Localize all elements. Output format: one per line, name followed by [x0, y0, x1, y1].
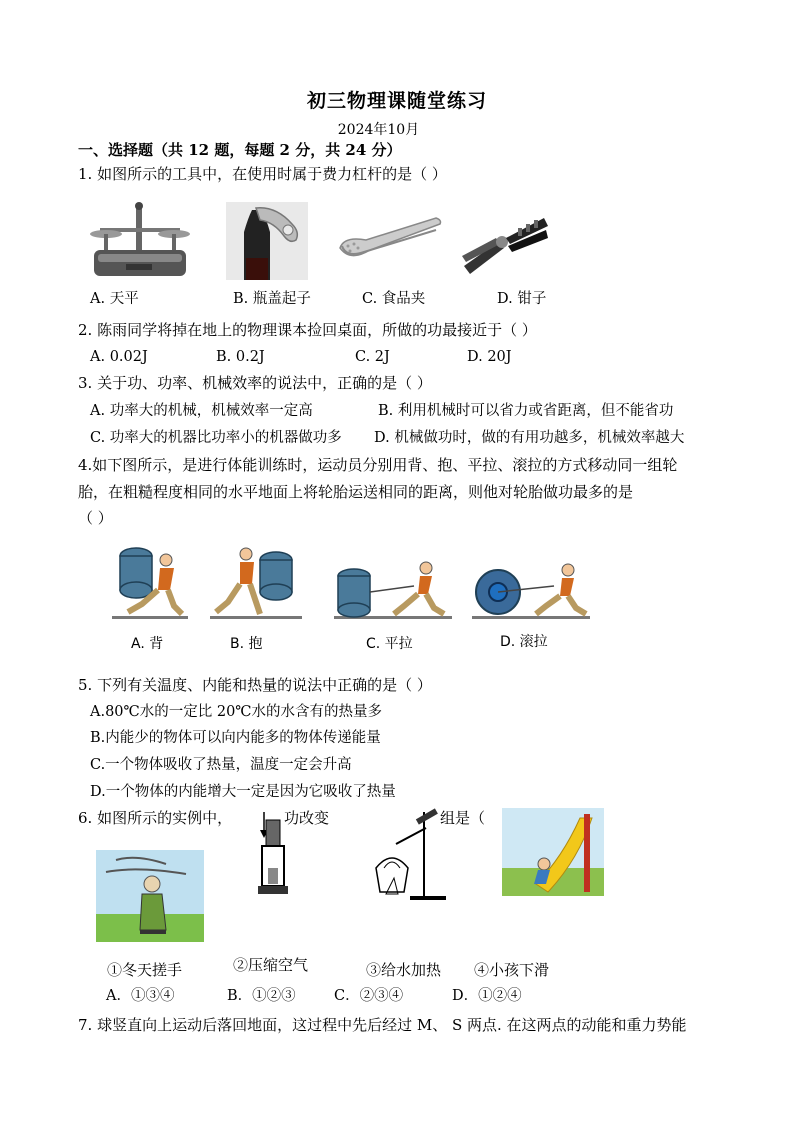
q3-option-c[interactable]: C. 功率大的机器比功率小的机器做功多: [90, 430, 342, 446]
question-5-stem: 5. 下列有关温度、内能和热量的说法中正确的是（ ）: [78, 676, 432, 694]
question-6-stem-part-2: 功改变: [284, 809, 330, 827]
q5-option-c[interactable]: C.一个物体吸收了热量，温度一定会升高: [90, 757, 352, 773]
q6-option-b[interactable]: B．①②③: [227, 988, 296, 1004]
athlete-roll-pull-figure: [472, 560, 590, 624]
q3-option-b[interactable]: B. 利用机械时可以省力或省距离，但不能省功: [378, 403, 674, 419]
q1-option-c[interactable]: C. 食品夹: [362, 291, 426, 307]
child-slide-figure: [502, 808, 604, 896]
q2-option-c[interactable]: C. 2J: [355, 349, 390, 365]
q6-caption-2: ②压缩空气: [233, 956, 309, 974]
athlete-hug-figure: [210, 540, 302, 624]
athlete-carry-back-figure: [112, 540, 188, 624]
question-7-stem: 7. 球竖直向上运动后落回地面，这过程中先后经过 M、 S 两点. 在这两点的动能和重力势能: [78, 1016, 687, 1034]
q1-option-b[interactable]: B. 瓶盖起子: [233, 291, 311, 307]
q6-caption-1: ①冬天搓手: [107, 961, 183, 979]
question-1-stem: 1. 如图所示的工具中，在使用时属于费力杠杆的是（ ）: [78, 165, 447, 183]
q6-option-a[interactable]: A．①③④: [106, 988, 175, 1004]
page-date: 2024年10月: [337, 122, 420, 138]
q4-caption-d: D. 滚拉: [500, 634, 548, 650]
compress-air-figure: [254, 808, 294, 902]
food-tongs-icon: [336, 206, 444, 266]
q5-option-a[interactable]: A.80℃水的一定比 20℃水的水含有的热量多: [90, 704, 383, 720]
q5-option-b[interactable]: B.内能少的物体可以向内能多的物体传递能量: [90, 730, 381, 746]
q5-option-d[interactable]: D.一个物体的内能增大一定是因为它吸收了热量: [90, 784, 396, 800]
question-4-line-1: 4.如下图所示，是进行体能训练时，运动员分别用背、抱、平拉、滚拉的方式移动同一组轮: [78, 456, 678, 474]
page-title: 初三物理课随堂练习: [306, 90, 487, 112]
section-heading: 一、选择题（共 12 题，每题 2 分，共 24 分）: [78, 141, 402, 159]
q4-caption-c: C. 平拉: [366, 636, 413, 652]
q2-option-b[interactable]: B. 0.2J: [216, 349, 265, 365]
heating-water-figure: [356, 808, 448, 902]
balance-scale-icon: [86, 200, 194, 280]
q6-option-d[interactable]: D．①②④: [452, 988, 522, 1004]
q3-option-d[interactable]: D. 机械做功时，做的有用功越多，机械效率越大: [374, 430, 685, 446]
q2-option-a[interactable]: A. 0.02J: [90, 349, 148, 365]
q4-caption-a: A. 背: [131, 636, 164, 652]
question-4-line-3: （ ）: [78, 509, 113, 527]
question-6-stem-part-1: 6. 如图所示的实例中，: [78, 809, 233, 827]
question-2-stem: 2. 陈雨同学将掉在地上的物理课本捡回桌面，所做的功最接近于（ ）: [78, 321, 537, 339]
q6-caption-3: ③给水加热: [366, 961, 442, 979]
q4-caption-b: B. 抱: [230, 636, 263, 652]
question-4-line-2: 胎，在粗糙程度相同的水平地面上将轮胎运送相同的距离，则他对轮胎做功最多的是: [78, 483, 634, 501]
q1-option-d[interactable]: D. 钳子: [497, 291, 547, 307]
athlete-flat-pull-figure: [334, 556, 452, 624]
bottle-opener-icon: [226, 202, 308, 280]
q6-caption-4: ④小孩下滑: [474, 961, 550, 979]
pliers-icon: [458, 212, 550, 280]
q2-option-d[interactable]: D. 20J: [467, 349, 512, 365]
question-6-stem-part-3: 组是（: [440, 809, 486, 827]
q6-option-c[interactable]: C．②③④: [334, 988, 404, 1004]
q1-option-a[interactable]: A. 天平: [90, 291, 139, 307]
q3-option-a[interactable]: A. 功率大的机械，机械效率一定高: [90, 403, 313, 419]
rubbing-hands-figure: [96, 850, 204, 942]
question-3-stem: 3. 关于功、功率、机械效率的说法中，正确的是（ ）: [78, 374, 432, 392]
